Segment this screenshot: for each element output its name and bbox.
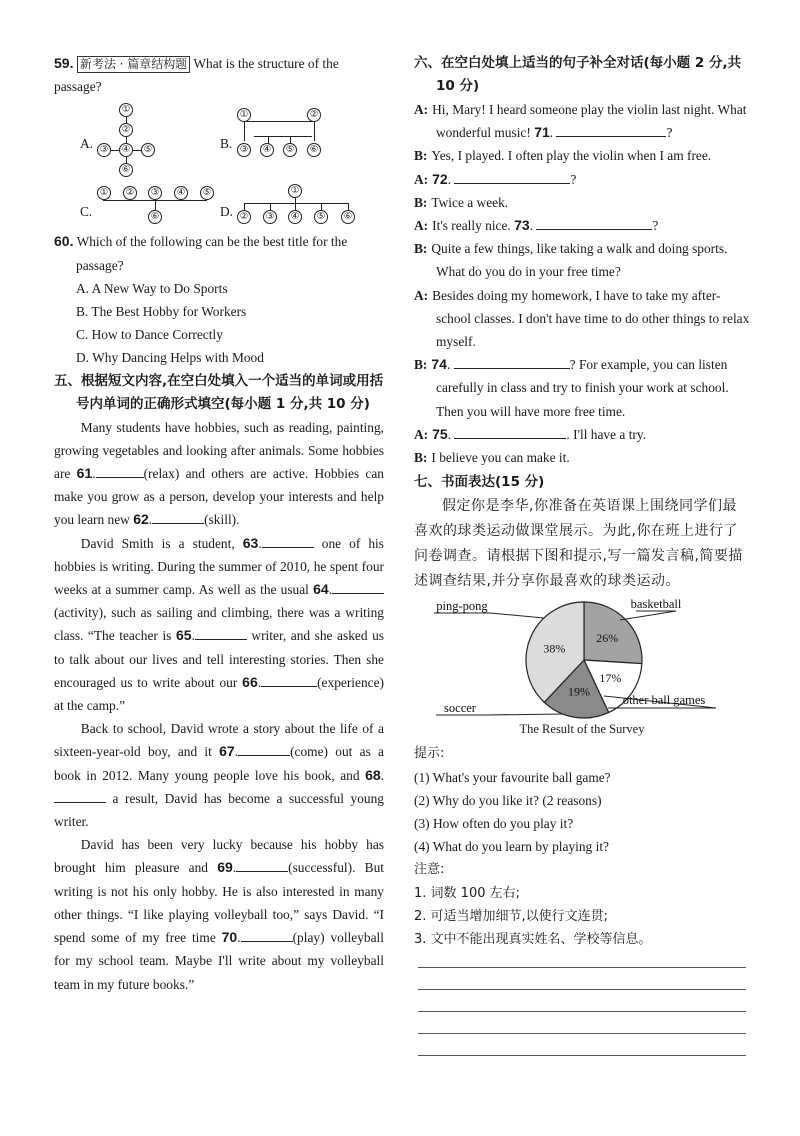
tip-1: (1) What's your favourite ball game? <box>414 769 611 785</box>
question-59: 59. 新考法 · 篇章结构题 What is the structure of the passage? <box>54 55 339 95</box>
blank-66[interactable] <box>261 672 317 687</box>
slice-value-label: 19% <box>568 684 591 699</box>
circle-6: ⑥ <box>341 210 355 224</box>
option-d-label: D. <box>220 204 234 220</box>
leader-line <box>620 611 676 620</box>
dialogue-line: A: Hi, Mary! I heard someone play the violin last night. What wonderful music! 71. ? <box>414 102 747 141</box>
slice-value-label: 17% <box>599 671 622 686</box>
tip-4: (4) What do you learn by playing it? <box>414 839 609 855</box>
speaker: A: <box>414 218 429 234</box>
paragraph-1: Many students have hobbies, such as reading, painting, growing vegetables and looking after animals. Some hobbies are 61. (relax) and others are active. Hobbies can make you grow as a person, develop your interests and help you learn new 62. (skill). <box>54 419 384 528</box>
question-number: 72 <box>432 170 448 187</box>
dialogue-line: A: 75. . I'll have a try. <box>414 425 647 442</box>
section-6-title: 六、在空白处填上适当的句子补全对话(每小题 2 分,共 10 分) <box>414 55 742 94</box>
circle-5: ⑤ <box>314 210 328 224</box>
option-a-label: A. <box>80 136 94 152</box>
circle-4: ④ <box>119 143 133 157</box>
writing-line[interactable] <box>418 1055 746 1056</box>
dialogue-line: A: It's really nice. 73. ? <box>414 217 659 234</box>
note-2: 2. 可适当增加细节,以使行文连贯; <box>414 908 609 924</box>
circle-2: ② <box>119 123 133 137</box>
speaker: B: <box>414 241 428 257</box>
question-number: 74 <box>431 356 447 373</box>
blank-63[interactable] <box>262 533 314 548</box>
writing-intro: 假定你是李华,你准备在英语课上围绕同学们最喜欢的球类运动做课堂展示。为此,你在班上进行了问卷调查。请根据下图和提示,写一篇发言稿,简要描述调查结果,并分享你最喜欢的球类运动。 <box>414 498 743 590</box>
circle-5: ⑤ <box>283 143 297 157</box>
circle-3: ③ <box>237 143 251 157</box>
question-stem: Which of the following can be the best title for the passage? <box>76 234 348 273</box>
blank-65[interactable] <box>195 625 247 640</box>
speaker: A: <box>414 287 429 303</box>
circle-2: ② <box>237 210 251 224</box>
circle-5: ⑤ <box>141 143 155 157</box>
circle-3: ③ <box>148 186 162 200</box>
right-column <box>414 52 750 951</box>
speaker: B: <box>414 450 428 466</box>
blank-64[interactable] <box>332 579 384 594</box>
circle-1: ① <box>97 186 111 200</box>
slice-value-label: 38% <box>543 641 566 656</box>
tips-title: 提示: <box>414 746 445 762</box>
circle-6: ⑥ <box>148 210 162 224</box>
line-text-after: ? <box>666 125 673 141</box>
line-text-after: ? <box>652 218 659 234</box>
blank-72[interactable] <box>454 169 570 184</box>
option-b-label: B. <box>220 136 233 152</box>
dialogue-line <box>414 446 750 469</box>
circle-6: ⑥ <box>307 143 321 157</box>
line-text: It's really nice. <box>432 218 515 234</box>
section-7-title: 七、书面表达(15 分) <box>414 474 545 491</box>
circle-1: ① <box>119 103 133 117</box>
blank-67[interactable] <box>238 741 290 756</box>
option-c-label: C. <box>80 204 93 220</box>
circle-4: ④ <box>288 210 302 224</box>
option-c[interactable]: C. How to Dance Correctly <box>76 327 223 343</box>
question-stem: What is the structure of the passage? <box>54 56 339 95</box>
blank-70[interactable] <box>241 927 293 942</box>
speaker: B: <box>414 194 428 210</box>
line-text-after: ? For example, you can listen carefully in class and try to finish your work at school. Then you will have more free time. <box>436 357 729 419</box>
speaker: A: <box>414 171 429 187</box>
line-text-after: ? <box>570 171 577 187</box>
dialogue-line <box>414 284 750 354</box>
paragraph-3: Back to school, David wrote a story about the life of a sixteen-year-old boy, and it 67. (come) out as a book in 2012. Many young people love his book, and 68. a result, David has become a successful young writer. <box>54 721 384 830</box>
dialogue <box>414 98 750 469</box>
left-column <box>54 52 384 996</box>
leader-line <box>434 613 544 618</box>
option-b[interactable]: B. The Best Hobby for Workers <box>76 304 247 320</box>
circle-2: ② <box>123 186 137 200</box>
section-5 <box>54 370 384 996</box>
survey-pie-chart <box>414 596 750 742</box>
dialogue-line <box>414 191 750 214</box>
blank-71[interactable] <box>556 122 666 137</box>
line-text: I believe you can make it. <box>431 450 570 466</box>
blank-61[interactable] <box>96 463 144 478</box>
dialogue-line: B: 74. ? For example, you can listen carefully in class and try to finish your work at school. Then you will have more free time. <box>414 356 729 419</box>
pie-chart-svg <box>414 596 750 720</box>
note-3: 3. 文中不能出现真实姓名、学校等信息。 <box>414 932 652 948</box>
blank-73[interactable] <box>536 215 652 230</box>
blank-74[interactable] <box>454 354 570 369</box>
circle-1: ① <box>288 184 302 198</box>
question-60: 60. Which of the following can be the best title for the passage? A. A New Way to Do Sports B. The Best Hobby for Workers C. How to Dance Correctly D. Why Dancing Helps with Mood <box>54 230 384 369</box>
option-d[interactable]: D. Why Dancing Helps with Mood <box>76 350 264 366</box>
speaker: A: <box>414 426 429 442</box>
paragraph-4: David has been very lucky because his hobby has brought him pleasure and 69. (successful). But writing is not his only hobby. He is also interested in many other things. “I like playing volleyball too,” says David. “I spend some of my free time 70. (play) volleyball for my school team. Maybe I'll write about my volleyball team in my future books.” <box>54 837 384 992</box>
legend-label-basketball: basketball <box>630 597 682 612</box>
chart-title: The Result of the Survey <box>519 722 645 737</box>
circle-3: ③ <box>97 143 111 157</box>
circle-1: ① <box>237 108 251 122</box>
blank-62[interactable] <box>152 509 204 524</box>
line-text: Twice a week. <box>431 194 509 210</box>
notes-title: 注意: <box>414 862 445 878</box>
legend-label-soccer: soccer <box>444 701 476 716</box>
paragraph-2: David Smith is a student, 63. one of his hobbies is writing. During the summer of 2010, he spent four weeks at a summer camp. As well as the usual 64.(activity), such as sailing and climbing, there was a writing class. “The teacher is 65. writer, and she asked us to talk about our lives and tell interesting stories. Then she encouraged us to write about our 66. (experience) at the camp.” <box>54 534 385 714</box>
circle-6: ⑥ <box>119 163 133 177</box>
question-number: 71 <box>534 124 550 141</box>
tip-2: (2) Why do you like it? (2 reasons) <box>414 792 602 808</box>
circle-2: ② <box>307 108 321 122</box>
writing-line[interactable] <box>418 989 746 990</box>
line-text: Quite a few things, like taking a walk and doing sports. What do you do in your free time? <box>431 241 728 280</box>
writing-line[interactable] <box>418 1011 746 1012</box>
structure-diagrams <box>54 100 384 223</box>
blank-75[interactable] <box>454 424 566 439</box>
question-type-badge: 新考法 · 篇章结构题 <box>77 56 190 73</box>
speaker: B: <box>414 148 428 164</box>
dialogue-line: A: 72. ? <box>414 170 577 187</box>
circle-4: ④ <box>260 143 274 157</box>
line-text: Besides doing my homework, I have to take my after-school classes. I don't have time to do other things to relax myself. <box>432 287 750 350</box>
writing-line[interactable] <box>418 967 746 968</box>
slice-value-label: 26% <box>596 631 619 646</box>
section-title: 五、根据短文内容,在空白处填入一个适当的单词或用括号内单词的正确形式填空(每小题 1 分,共 10 分) <box>54 372 384 412</box>
circle-5: ⑤ <box>200 186 214 200</box>
legend-label-ping-pong: ping-pong <box>436 599 488 614</box>
speaker: B: <box>414 357 428 373</box>
blank-68[interactable] <box>54 788 106 803</box>
circle-4: ④ <box>174 186 188 200</box>
question-number: 75 <box>432 425 448 442</box>
question-number: 60 <box>54 233 70 250</box>
option-a[interactable]: A. A New Way to Do Sports <box>76 280 228 296</box>
line-text-after: . I'll have a try. <box>566 426 647 442</box>
line-text: Yes, I played. I often play the violin when I am free. <box>431 148 712 164</box>
legend-label-other-ball-games: other ball games <box>622 693 706 708</box>
note-1: 1. 词数 100 左右; <box>414 885 520 901</box>
dialogue-line <box>414 237 750 283</box>
writing-line[interactable] <box>418 1033 746 1034</box>
question-number: 59 <box>54 55 70 71</box>
dialogue-line <box>414 144 750 167</box>
blank-69[interactable] <box>236 857 288 872</box>
question-number: 73 <box>514 217 530 234</box>
line-text: Hi, Mary! I heard someone play the violin last night. What wonderful music! <box>432 102 747 141</box>
circle-3: ③ <box>263 210 277 224</box>
speaker: A: <box>414 102 429 117</box>
tip-3: (3) How often do you play it? <box>414 816 574 832</box>
